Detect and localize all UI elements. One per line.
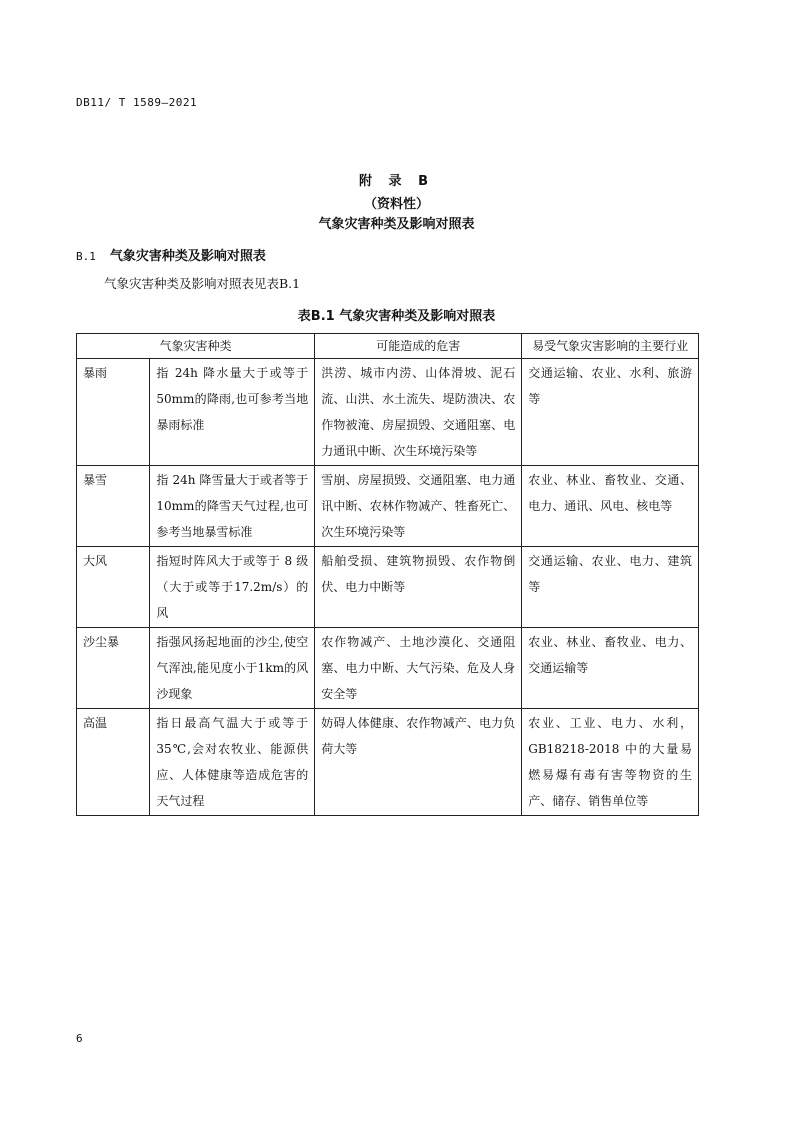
hazard-harm: 洪涝、城市内涝、山体滑坡、泥石流、山洪、水土流失、堤防溃决、农作物被淹、房屋损毁、交通阻塞、电力通讯中断、次生环境污染等	[315, 359, 522, 466]
table-caption: 表B.1 气象灾害种类及影响对照表	[297, 309, 496, 324]
section-heading	[76, 245, 266, 264]
table-row	[77, 628, 699, 709]
header-hazard-type: 气象灾害种类	[77, 334, 315, 359]
hazard-definition: 指短时阵风大于或等于 8 级（大于或等于17.2m/s）的风	[150, 547, 315, 628]
table-row	[77, 359, 699, 466]
hazard-industries: 农业、工业、电力、水利，GB18218-2018 中的大量易燃易爆有毒有害等物资的生产、储存、销售单位等	[522, 709, 699, 816]
section-title: 气象灾害种类及影响对照表	[109, 249, 266, 264]
hazard-definition: 指日最高气温大于或等于 35℃,会对农牧业、能源供应、人体健康等造成危害的天气过程	[150, 709, 315, 816]
document-code: DB11/ T 1589—2021	[76, 96, 198, 109]
hazard-harm: 妨碍人体健康、农作物减产、电力负荷大等	[315, 709, 522, 816]
hazard-name: 暴雪	[77, 466, 150, 547]
hazard-definition: 指强风扬起地面的沙尘,使空气浑浊,能见度小于1km的风沙现象	[150, 628, 315, 709]
annex-title: 附 录 B	[359, 174, 434, 189]
page-number: 6	[76, 1032, 83, 1045]
table-row	[77, 547, 699, 628]
hazard-harm: 船舶受损、建筑物损毁、农作物倒伏、电力中断等	[315, 547, 522, 628]
hazard-name: 沙尘暴	[77, 628, 150, 709]
header-affected-industries: 易受气象灾害影响的主要行业	[522, 334, 699, 359]
hazard-harm: 农作物减产、土地沙漠化、交通阻塞、电力中断、大气污染、危及人身安全等	[315, 628, 522, 709]
section-intro: 气象灾害种类及影响对照表见表B.1	[104, 276, 301, 291]
table-row	[77, 709, 699, 816]
hazard-definition: 指 24h 降雪量大于或者等于 10mm的降雪天气过程,也可参考当地暴雪标准	[150, 466, 315, 547]
table-header-row	[77, 334, 699, 359]
header-possible-harm: 可能造成的危害	[315, 334, 522, 359]
annex-type: （资料性）	[363, 197, 429, 212]
section-number: B.1	[76, 250, 96, 263]
hazard-table	[76, 333, 699, 816]
hazard-definition: 指 24h 降水量大于或等于 50mm的降雨,也可参考当地暴雨标准	[150, 359, 315, 466]
table-row	[77, 466, 699, 547]
hazard-industries: 农业、林业、畜牧业、交通、电力、通讯、风电、核电等	[522, 466, 699, 547]
hazard-name: 大风	[77, 547, 150, 628]
hazard-name: 高温	[77, 709, 150, 816]
hazard-industries: 交通运输、农业、水利、旅游等	[522, 359, 699, 466]
hazard-name: 暴雨	[77, 359, 150, 466]
annex-name: 气象灾害种类及影响对照表	[318, 217, 475, 232]
hazard-industries: 农业、林业、畜牧业、电力、交通运输等	[522, 628, 699, 709]
hazard-harm: 雪崩、房屋损毁、交通阻塞、电力通讯中断、农林作物减产、牲畜死亡、次生环境污染等	[315, 466, 522, 547]
hazard-industries: 交通运输、农业、电力、建筑等	[522, 547, 699, 628]
